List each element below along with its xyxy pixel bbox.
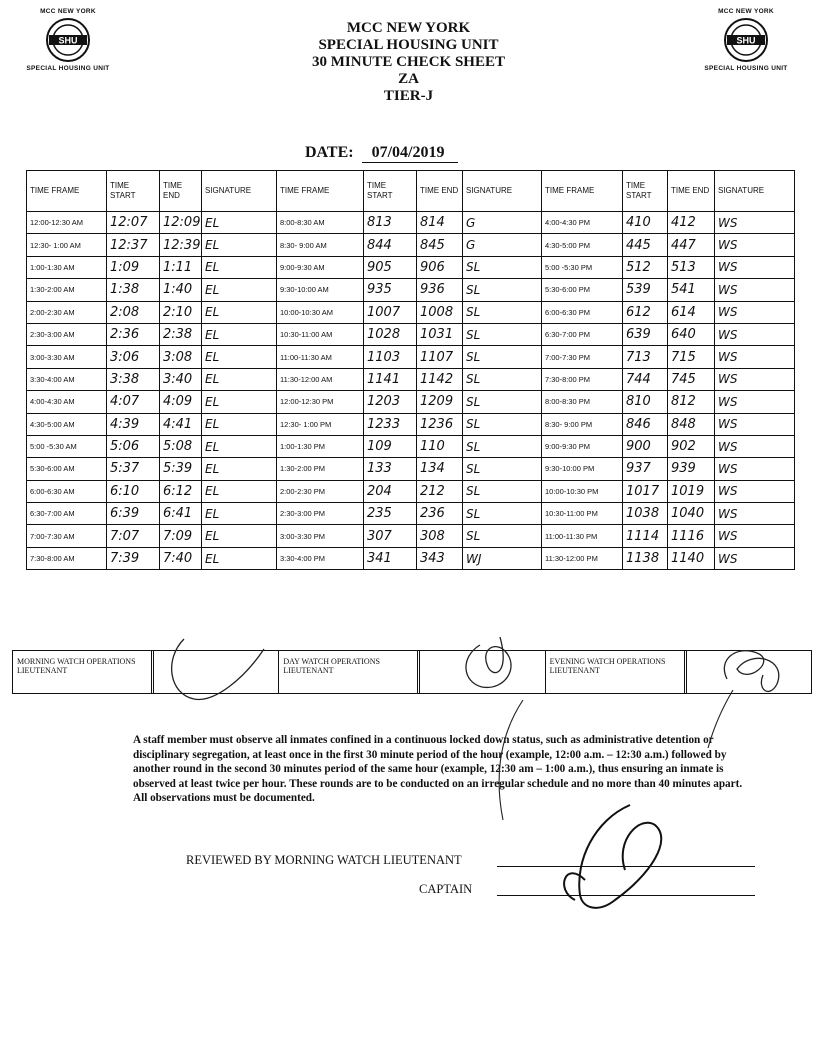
time-start-cell[interactable]: 1007 (364, 301, 417, 323)
time-start-cell[interactable]: 1103 (364, 346, 417, 368)
signature-cell[interactable]: EL (202, 480, 277, 502)
table-row (27, 346, 795, 368)
table-row (27, 458, 795, 480)
time-start-cell[interactable]: 3:38 (107, 368, 160, 390)
captain-label: CAPTAIN (419, 882, 473, 896)
time-start-cell[interactable]: 5:06 (107, 435, 160, 457)
header-tier: TIER-J (383, 88, 434, 104)
watch-signature-bar (12, 650, 812, 694)
signature-cell[interactable]: EL (202, 346, 277, 368)
time-end-cell[interactable]: 936 (417, 279, 463, 301)
col-header-signature: SIGNATURE (463, 171, 542, 212)
time-frame-cell: 2:30-3:00 AM (27, 323, 107, 345)
signature-cell[interactable]: WJ (463, 547, 542, 569)
time-start-cell[interactable]: 905 (364, 256, 417, 278)
signature-cell[interactable]: WS (715, 323, 795, 345)
time-frame-cell: 4:30-5:00 PM (542, 234, 623, 256)
note-overlay-scribble (703, 690, 743, 750)
logo-center-text: SHU (58, 35, 78, 46)
table-row (27, 503, 795, 525)
time-start-cell[interactable]: 12:07 (107, 212, 160, 234)
time-frame-cell: 5:00 -5:30 PM (542, 256, 623, 278)
signature-cell[interactable]: SL (463, 413, 542, 435)
signature-cell[interactable]: EL (202, 435, 277, 457)
signature-cell[interactable]: EL (202, 525, 277, 547)
time-start-cell[interactable]: 1038 (623, 503, 668, 525)
time-frame-cell: 1:00-1:30 PM (277, 435, 364, 457)
time-start-cell[interactable]: 539 (623, 279, 668, 301)
signature-cell[interactable]: SL (463, 435, 542, 457)
signature-cell[interactable]: SL (463, 256, 542, 278)
logo-center-text: SHU (736, 35, 756, 46)
signature-cell[interactable]: SL (463, 525, 542, 547)
signature-cell[interactable]: G (463, 212, 542, 234)
time-end-cell[interactable]: 412 (668, 212, 715, 234)
time-start-cell[interactable]: 133 (364, 458, 417, 480)
time-end-cell[interactable]: 4:41 (160, 413, 202, 435)
time-start-cell[interactable]: 844 (364, 234, 417, 256)
table-row (27, 301, 795, 323)
signature-cell[interactable]: WS (715, 279, 795, 301)
time-end-cell[interactable]: 814 (417, 212, 463, 234)
signature-cell[interactable]: WS (715, 346, 795, 368)
col-header-time-frame: TIME FRAME (27, 171, 107, 212)
time-start-cell[interactable]: 307 (364, 525, 417, 547)
time-frame-cell: 8:00-8:30 AM (277, 212, 364, 234)
time-start-cell[interactable]: 1114 (623, 525, 668, 547)
time-start-cell[interactable]: 713 (623, 346, 668, 368)
time-end-cell[interactable]: 2:38 (160, 323, 202, 345)
table-row (27, 212, 795, 234)
time-frame-cell: 12:00-12:30 PM (277, 391, 364, 413)
signature-cell[interactable]: SL (463, 503, 542, 525)
signature-cell[interactable]: SL (463, 458, 542, 480)
signature-cell[interactable]: WS (715, 212, 795, 234)
day-watch-signature-field[interactable] (420, 651, 544, 693)
time-frame-cell: 8:30- 9:00 PM (542, 413, 623, 435)
signature-cell[interactable]: EL (202, 368, 277, 390)
time-frame-cell: 12:30- 1:00 PM (277, 413, 364, 435)
time-frame-cell: 11:00-11:30 PM (542, 525, 623, 547)
time-frame-cell: 7:00-7:30 AM (27, 525, 107, 547)
col-header-signature: SIGNATURE (202, 171, 277, 212)
time-end-cell[interactable]: 12:39 (160, 234, 202, 256)
time-end-cell[interactable]: 343 (417, 547, 463, 569)
time-end-cell[interactable]: 5:08 (160, 435, 202, 457)
signature-cell[interactable]: EL (202, 212, 277, 234)
signature-cell[interactable]: EL (202, 503, 277, 525)
signature-cell[interactable]: WS (715, 234, 795, 256)
signature-cell[interactable]: WS (715, 480, 795, 502)
time-start-cell[interactable]: 1:38 (107, 279, 160, 301)
header-form-title: 30 MINUTE CHECK SHEET (312, 54, 505, 70)
signature-cell[interactable]: SL (463, 480, 542, 502)
time-frame-cell: 11:30-12:00 PM (542, 547, 623, 569)
time-start-cell[interactable]: 6:39 (107, 503, 160, 525)
morning-watch-box (13, 651, 279, 693)
day-watch-label: DAY WATCH OPERATIONS LIEUTENANT (279, 651, 420, 693)
time-frame-cell: 10:30-11:00 PM (542, 503, 623, 525)
time-end-cell[interactable]: 236 (417, 503, 463, 525)
time-frame-cell: 4:30-5:00 AM (27, 413, 107, 435)
time-frame-cell: 10:00-10:30 AM (277, 301, 364, 323)
time-end-cell[interactable]: 939 (668, 458, 715, 480)
time-end-cell[interactable]: 513 (668, 256, 715, 278)
time-frame-cell: 4:00-4:30 PM (542, 212, 623, 234)
time-frame-cell: 5:00 -5:30 AM (27, 435, 107, 457)
reviewer-signature-mark (555, 800, 685, 920)
signature-cell[interactable]: SL (463, 301, 542, 323)
table-row (27, 234, 795, 256)
time-end-cell[interactable]: 812 (668, 391, 715, 413)
col-header-signature: SIGNATURE (715, 171, 795, 212)
table-row (27, 279, 795, 301)
table-row (27, 323, 795, 345)
time-start-cell[interactable]: 1203 (364, 391, 417, 413)
time-start-cell[interactable]: 2:36 (107, 323, 160, 345)
time-end-cell[interactable]: 1116 (668, 525, 715, 547)
time-start-cell[interactable]: 7:39 (107, 547, 160, 569)
check-table (26, 170, 795, 570)
logo-top-text: MCC NEW YORK (718, 8, 774, 15)
document-header (230, 20, 587, 105)
time-end-cell[interactable]: 5:39 (160, 458, 202, 480)
time-start-cell[interactable]: 6:10 (107, 480, 160, 502)
logo-bottom-text: SPECIAL HOUSING UNIT (26, 65, 110, 72)
table-row (27, 413, 795, 435)
logo-left (20, 8, 116, 72)
time-start-cell[interactable]: 341 (364, 547, 417, 569)
logo-bottom-text: SPECIAL HOUSING UNIT (704, 65, 788, 72)
time-frame-cell: 9:00-9:30 PM (542, 435, 623, 457)
time-start-cell[interactable]: 1028 (364, 323, 417, 345)
evening-watch-box (546, 651, 811, 693)
time-frame-cell: 11:00-11:30 AM (277, 346, 364, 368)
signature-cell[interactable]: EL (202, 547, 277, 569)
time-end-cell[interactable]: 1019 (668, 480, 715, 502)
time-start-cell[interactable]: 1138 (623, 547, 668, 569)
time-start-cell[interactable]: 5:37 (107, 458, 160, 480)
date-value: 07/04/2019 (362, 144, 459, 163)
time-end-cell[interactable]: 212 (417, 480, 463, 502)
time-frame-cell: 1:00-1:30 AM (27, 256, 107, 278)
shu-seal-icon (45, 17, 91, 63)
header-range: ZA (398, 71, 419, 87)
time-frame-cell: 7:30-8:00 AM (27, 547, 107, 569)
time-start-cell[interactable]: 1:09 (107, 256, 160, 278)
time-end-cell[interactable]: 1107 (417, 346, 463, 368)
time-start-cell[interactable]: 410 (623, 212, 668, 234)
signature-cell[interactable]: WS (715, 413, 795, 435)
signature-cell[interactable]: EL (202, 234, 277, 256)
time-frame-cell: 3:00-3:30 PM (277, 525, 364, 547)
time-start-cell[interactable]: 900 (623, 435, 668, 457)
col-header-time-start: TIME START (107, 171, 160, 212)
day-watch-box (279, 651, 545, 693)
signature-cell[interactable]: EL (202, 413, 277, 435)
table-row (27, 525, 795, 547)
time-end-cell[interactable]: 6:12 (160, 480, 202, 502)
time-end-cell[interactable]: 845 (417, 234, 463, 256)
time-start-cell[interactable]: 810 (623, 391, 668, 413)
time-end-cell[interactable]: 2:10 (160, 301, 202, 323)
col-header-time-start: TIME START (364, 171, 417, 212)
time-end-cell[interactable]: 906 (417, 256, 463, 278)
signature-cell[interactable]: WS (715, 368, 795, 390)
time-end-cell[interactable]: 3:40 (160, 368, 202, 390)
time-end-cell[interactable]: 134 (417, 458, 463, 480)
time-start-cell[interactable]: 612 (623, 301, 668, 323)
time-end-cell[interactable]: 7:09 (160, 525, 202, 547)
table-row (27, 256, 795, 278)
time-start-cell[interactable]: 235 (364, 503, 417, 525)
signature-cell[interactable]: G (463, 234, 542, 256)
signature-cell[interactable]: WS (715, 256, 795, 278)
time-frame-cell: 5:30-6:00 PM (542, 279, 623, 301)
col-header-time-end: TIME END (160, 171, 202, 212)
time-frame-cell: 3:00-3:30 AM (27, 346, 107, 368)
table-row (27, 368, 795, 390)
signature-cell[interactable]: EL (202, 458, 277, 480)
time-start-cell[interactable]: 2:08 (107, 301, 160, 323)
time-frame-cell: 5:30-6:00 AM (27, 458, 107, 480)
day-watch-signature-mark (450, 637, 570, 697)
time-end-cell[interactable]: 1008 (417, 301, 463, 323)
time-end-cell[interactable]: 1236 (417, 413, 463, 435)
time-end-cell[interactable]: 1:40 (160, 279, 202, 301)
time-start-cell[interactable]: 935 (364, 279, 417, 301)
signature-cell[interactable]: WS (715, 301, 795, 323)
table-row (27, 547, 795, 569)
time-frame-cell: 1:30-2:00 PM (277, 458, 364, 480)
time-end-cell[interactable]: 1142 (417, 368, 463, 390)
time-frame-cell: 2:00-2:30 PM (277, 480, 364, 502)
time-end-cell[interactable]: 1:11 (160, 256, 202, 278)
signature-cell[interactable]: SL (463, 323, 542, 345)
shu-seal-icon (723, 17, 769, 63)
time-start-cell[interactable]: 512 (623, 256, 668, 278)
time-frame-cell: 4:00-4:30 AM (27, 391, 107, 413)
time-frame-cell: 2:00-2:30 AM (27, 301, 107, 323)
time-start-cell[interactable]: 813 (364, 212, 417, 234)
signature-cell[interactable]: SL (463, 368, 542, 390)
signature-cell[interactable]: EL (202, 279, 277, 301)
time-end-cell[interactable]: 902 (668, 435, 715, 457)
table-row (27, 391, 795, 413)
time-frame-cell: 9:00-9:30 AM (277, 256, 364, 278)
signature-cell[interactable]: EL (202, 256, 277, 278)
time-frame-cell: 8:30- 9:00 AM (277, 234, 364, 256)
time-frame-cell: 3:30-4:00 PM (277, 547, 364, 569)
time-frame-cell: 3:30-4:00 AM (27, 368, 107, 390)
time-start-cell[interactable]: 3:06 (107, 346, 160, 368)
note-overlay-scribble (483, 700, 543, 830)
time-end-cell[interactable]: 447 (668, 234, 715, 256)
table-header-row (27, 171, 795, 212)
time-start-cell[interactable]: 1017 (623, 480, 668, 502)
header-institution: MCC NEW YORK (346, 20, 471, 36)
time-start-cell[interactable]: 12:37 (107, 234, 160, 256)
header-unit: SPECIAL HOUSING UNIT (318, 37, 499, 53)
morning-watch-signature-field[interactable] (154, 651, 278, 693)
morning-watch-signature-mark (154, 639, 284, 681)
signature-cell[interactable]: SL (463, 391, 542, 413)
time-frame-cell: 10:30-11:00 AM (277, 323, 364, 345)
time-end-cell[interactable]: 7:40 (160, 547, 202, 569)
time-end-cell[interactable]: 110 (417, 435, 463, 457)
time-start-cell[interactable]: 937 (623, 458, 668, 480)
time-start-cell[interactable]: 846 (623, 413, 668, 435)
time-end-cell[interactable]: 1209 (417, 391, 463, 413)
time-frame-cell: 7:30-8:00 PM (542, 368, 623, 390)
time-start-cell[interactable]: 744 (623, 368, 668, 390)
time-frame-cell: 8:00-8:30 PM (542, 391, 623, 413)
time-frame-cell: 6:30-7:00 AM (27, 503, 107, 525)
signature-cell[interactable]: WS (715, 391, 795, 413)
time-start-cell[interactable]: 445 (623, 234, 668, 256)
morning-watch-label: MORNING WATCH OPERATIONS LIEUTENANT (13, 651, 154, 693)
col-header-time-end: TIME END (668, 171, 715, 212)
evening-watch-label: EVENING WATCH OPERATIONS LIEUTENANT (546, 651, 687, 693)
signature-cell[interactable]: EL (202, 391, 277, 413)
time-frame-cell: 6:00-6:30 PM (542, 301, 623, 323)
time-frame-cell: 7:00-7:30 PM (542, 346, 623, 368)
time-frame-cell: 10:00-10:30 PM (542, 480, 623, 502)
date-line (305, 144, 458, 163)
reviewed-by-label: REVIEWED BY MORNING WATCH LIEUTENANT (186, 853, 462, 867)
time-frame-cell: 2:30-3:00 PM (277, 503, 364, 525)
time-end-cell[interactable]: 1040 (668, 503, 715, 525)
signature-cell[interactable]: WS (715, 435, 795, 457)
date-label: DATE: (305, 144, 354, 161)
signature-cell[interactable]: SL (463, 279, 542, 301)
table-row (27, 435, 795, 457)
time-frame-cell: 12:30- 1:00 AM (27, 234, 107, 256)
time-end-cell[interactable]: 715 (668, 346, 715, 368)
time-start-cell[interactable]: 4:39 (107, 413, 160, 435)
signature-cell[interactable]: EL (202, 323, 277, 345)
time-end-cell[interactable]: 640 (668, 323, 715, 345)
time-end-cell[interactable]: 541 (668, 279, 715, 301)
time-start-cell[interactable]: 7:07 (107, 525, 160, 547)
time-end-cell[interactable]: 6:41 (160, 503, 202, 525)
time-start-cell[interactable]: 639 (623, 323, 668, 345)
time-frame-cell: 9:30-10:00 PM (542, 458, 623, 480)
time-end-cell[interactable]: 12:09 (160, 212, 202, 234)
time-frame-cell: 9:30-10:00 AM (277, 279, 364, 301)
time-frame-cell: 6:00-6:30 AM (27, 480, 107, 502)
signature-cell[interactable]: WS (715, 525, 795, 547)
time-end-cell[interactable]: 848 (668, 413, 715, 435)
col-header-time-start: TIME START (623, 171, 668, 212)
time-frame-cell: 12:00-12:30 AM (27, 212, 107, 234)
time-end-cell[interactable]: 4:09 (160, 391, 202, 413)
time-start-cell[interactable]: 1141 (364, 368, 417, 390)
signature-cell[interactable]: EL (202, 301, 277, 323)
time-start-cell[interactable]: 109 (364, 435, 417, 457)
time-end-cell[interactable]: 1140 (668, 547, 715, 569)
time-start-cell[interactable]: 204 (364, 480, 417, 502)
time-end-cell[interactable]: 3:08 (160, 346, 202, 368)
time-end-cell[interactable]: 614 (668, 301, 715, 323)
signature-cell[interactable]: SL (463, 346, 542, 368)
time-start-cell[interactable]: 4:07 (107, 391, 160, 413)
time-end-cell[interactable]: 1031 (417, 323, 463, 345)
logo-top-text: MCC NEW YORK (40, 8, 96, 15)
signature-cell[interactable]: WS (715, 503, 795, 525)
signature-cell[interactable]: WS (715, 547, 795, 569)
col-header-time-frame: TIME FRAME (277, 171, 364, 212)
col-header-time-frame: TIME FRAME (542, 171, 623, 212)
col-header-time-end: TIME END (417, 171, 463, 212)
signature-cell[interactable]: WS (715, 458, 795, 480)
time-end-cell[interactable]: 745 (668, 368, 715, 390)
time-frame-cell: 1:30-2:00 AM (27, 279, 107, 301)
time-end-cell[interactable]: 308 (417, 525, 463, 547)
policy-note: A staff member must observe all inmates confined in a continuous locked down status, such as administrative detention or disciplinary segregation, at least once in the first 30 minute period of the hour (example, 12:00 a.m. – 12:30 a.m.) followed by another round in the second 30 minutes period of the same hour (example, 12:30 am – 1:00 a.m.), thus ensuring an inmate is observed at least twice per hour. These rounds are to be conducted on an irregular schedule and no more than 40 minutes apart. All observations must be documented. (133, 734, 743, 805)
table-row (27, 480, 795, 502)
time-frame-cell: 6:30-7:00 PM (542, 323, 623, 345)
evening-watch-signature-field[interactable] (687, 651, 811, 693)
logo-right (698, 8, 794, 72)
time-start-cell[interactable]: 1233 (364, 413, 417, 435)
time-frame-cell: 11:30-12:00 AM (277, 368, 364, 390)
